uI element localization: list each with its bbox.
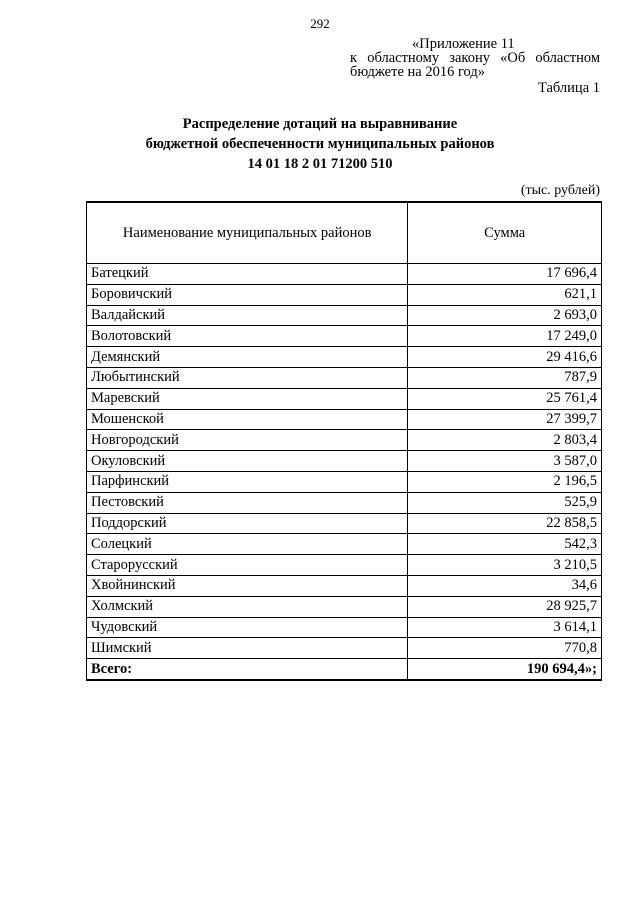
- district-name-cell: Чудовский: [87, 617, 408, 638]
- amount-cell: 22 858,5: [408, 513, 602, 534]
- appendix-line-2: к областному закону «Об областном: [350, 50, 600, 66]
- table-row: [87, 326, 602, 347]
- table-row: [87, 284, 602, 305]
- units-label: (тыс. рублей): [520, 183, 600, 198]
- total-amount: 190 694,4»;: [526, 660, 597, 677]
- table-row: [87, 534, 602, 555]
- amount-cell: 2 196,5: [408, 471, 602, 492]
- district-name-cell: Маревский: [87, 388, 408, 409]
- district-name-cell: Любытинский: [87, 367, 408, 388]
- district-name-cell: Демянский: [87, 347, 408, 368]
- table-header-row: [87, 202, 602, 264]
- amount-cell: 621,1: [408, 284, 602, 305]
- total-row: [87, 659, 602, 680]
- amount-cell: 3 210,5: [408, 555, 602, 576]
- subsidy-table: [86, 201, 602, 681]
- district-name-cell: Солецкий: [87, 534, 408, 555]
- appendix-line-3: бюджете на 2016 год»: [350, 64, 486, 80]
- header-amount: Сумма: [408, 202, 602, 264]
- district-name-cell: Волотовский: [87, 326, 408, 347]
- table-row: [87, 264, 602, 285]
- amount-cell: 525,9: [408, 492, 602, 513]
- amount-cell: 28 925,7: [408, 596, 602, 617]
- amount-cell: 787,9: [408, 367, 602, 388]
- district-name-cell: Старорусский: [87, 555, 408, 576]
- amount-cell: 29 416,6: [408, 347, 602, 368]
- total-label: Всего:: [87, 659, 408, 680]
- table-row: [87, 575, 602, 596]
- table-row: [87, 347, 602, 368]
- appendix-header: [350, 37, 600, 79]
- amount-cell: 34,6: [408, 575, 602, 596]
- amount-cell: 770,8: [408, 638, 602, 659]
- amount-cell: 27 399,7: [408, 409, 602, 430]
- district-name-cell: Валдайский: [87, 305, 408, 326]
- table-row: [87, 409, 602, 430]
- table-row: [87, 430, 602, 451]
- table-row: [87, 305, 602, 326]
- header-district-name: Наименование муниципальных районов: [87, 202, 408, 264]
- district-name-cell: Новгородский: [87, 430, 408, 451]
- table-row: [87, 555, 602, 576]
- table-row: [87, 596, 602, 617]
- district-name-cell: Мошенской: [87, 409, 408, 430]
- district-name-cell: Батецкий: [87, 264, 408, 285]
- document-title: [0, 114, 640, 174]
- district-name-cell: Шимский: [87, 638, 408, 659]
- district-name-cell: Хвойнинский: [87, 575, 408, 596]
- amount-cell: 25 761,4: [408, 388, 602, 409]
- table-row: [87, 471, 602, 492]
- amount-cell: 3 614,1: [408, 617, 602, 638]
- district-name-cell: Пестовский: [87, 492, 408, 513]
- amount-cell: 17 249,0: [408, 326, 602, 347]
- district-name-cell: Окуловский: [87, 451, 408, 472]
- table-row: [87, 513, 602, 534]
- table-label: Таблица 1: [537, 80, 600, 96]
- table-row: [87, 638, 602, 659]
- page-number: 292: [310, 16, 330, 31]
- district-name-cell: Холмский: [87, 596, 408, 617]
- amount-cell: 3 587,0: [408, 451, 602, 472]
- table-row: [87, 617, 602, 638]
- amount-cell: 17 696,4: [408, 264, 602, 285]
- table-row: [87, 492, 602, 513]
- appendix-line-1: «Приложение 11: [412, 36, 515, 52]
- table-row: [87, 388, 602, 409]
- table-row: [87, 451, 602, 472]
- table-row: [87, 367, 602, 388]
- amount-cell: 2 803,4: [408, 430, 602, 451]
- district-name-cell: Парфинский: [87, 471, 408, 492]
- title-line-1: Распределение дотаций на выравнивание: [182, 116, 458, 132]
- amount-cell: 2 693,0: [408, 305, 602, 326]
- district-name-cell: Поддорский: [87, 513, 408, 534]
- amount-cell: 542,3: [408, 534, 602, 555]
- district-name-cell: Боровичский: [87, 284, 408, 305]
- title-line-3: 14 01 18 2 01 71200 510: [247, 156, 393, 172]
- title-line-2: бюджетной обеспеченности муниципальных районов: [145, 136, 495, 152]
